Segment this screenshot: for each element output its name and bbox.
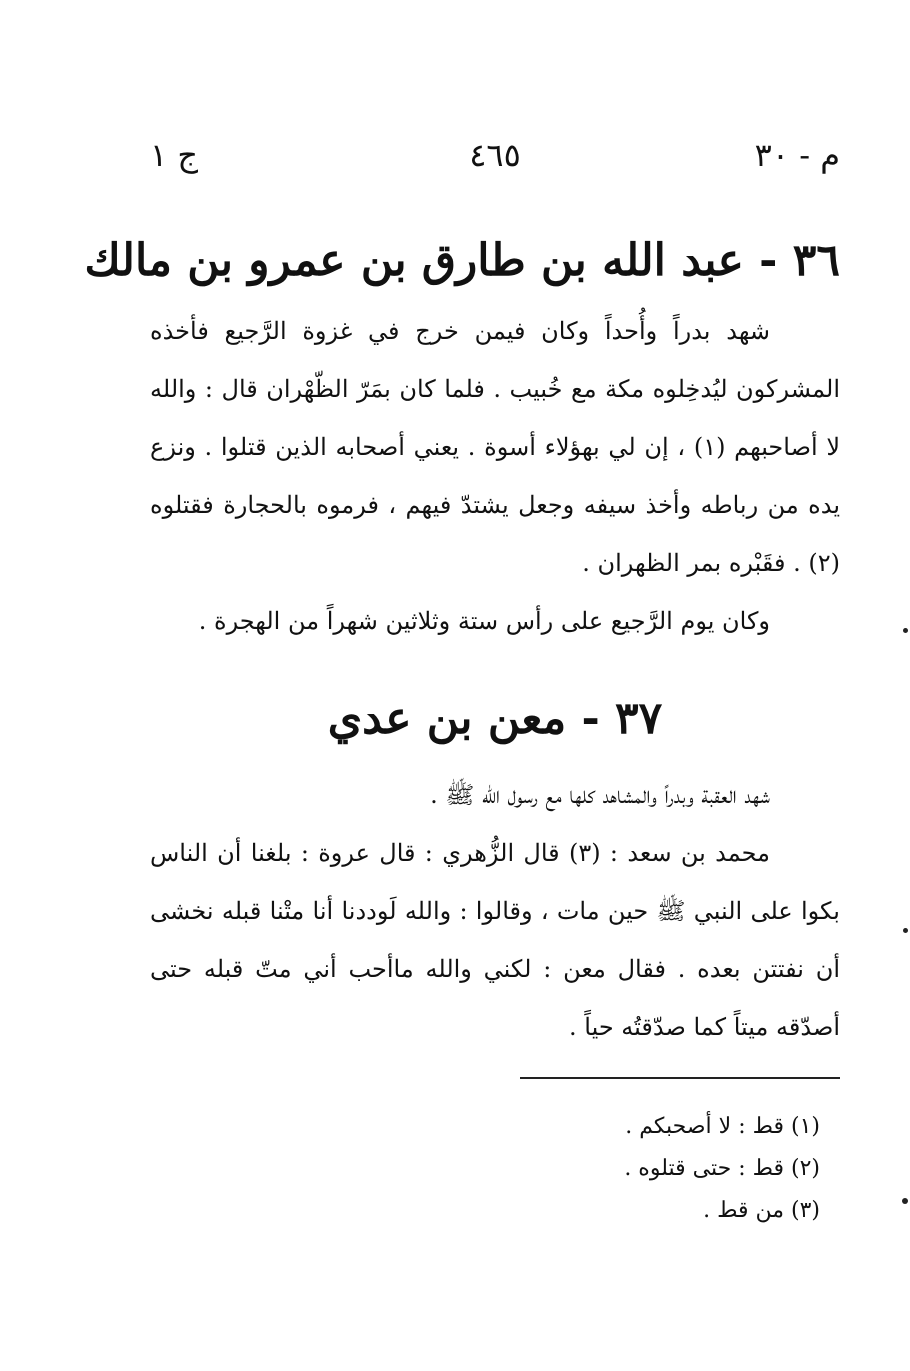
footnote-1: (١) قط : لا أصحبكم . xyxy=(625,1114,820,1139)
page-header xyxy=(150,130,840,180)
scan-speck xyxy=(903,628,908,633)
section-heading-36: ٣٦ - عبد الله بن طارق بن عمرو بن مالك xyxy=(84,235,840,286)
footnote-divider xyxy=(520,1077,840,1079)
footnotes xyxy=(500,1106,820,1232)
footnote-3: (٣) من قط . xyxy=(703,1198,820,1223)
volume-label: ج ١ xyxy=(150,136,199,174)
page-number: ٤٦٥ xyxy=(469,136,521,174)
section-36-body xyxy=(150,302,840,650)
section-heading-37: ٣٧ - معن بن عدي xyxy=(327,693,663,744)
scan-speck xyxy=(903,928,908,933)
section-37-paragraph-2: محمد بن سعد : (٣) قال الزُّهري : قال عروة : بلغنا أن الناس بكوا على النبي ﷺ حين مات ، وقالوا : والله لَوددنا أنا متْنا قبله نخشى أن نفتتن بعده . فقال معن : لكني والله ماأحب أني متّ قبله حتى أصدّقه ميتاً كما صدّقتُه حياً . xyxy=(150,839,840,1041)
section-36-paragraph-2: وكان يوم الرَّجيع على رأس ستة وثلاثين شهراً من الهجرة . xyxy=(198,607,770,635)
section-37-paragraph-1: شهد العقبة وبدراً والمشاهد كلها مع رسول الله ﷺ . xyxy=(430,781,770,809)
section-37-body xyxy=(150,766,840,1056)
section-36-paragraph-1: شهد بدراً وأُحداً وكان فيمن خرج في غزوة الرَّجيع فأخذه المشركون ليُدخِلوه مكة مع خُبيب . فلما كان بمَرّ الظّهْران قال : والله لا أصاحبهم (١) ، إن لي بهؤلاء أسوة . يعني أصحابه الذين قتلوا . ونزع يده من رباطه وأخذ سيفه وجعل يشتدّ فيهم ، فرموه بالحجارة فقتلوه (٢) . فقَبْره بمر الظهران . xyxy=(150,317,841,577)
scan-speck xyxy=(902,1198,908,1204)
signature-mark: م - ٣٠ xyxy=(754,136,840,174)
footnote-2: (٢) قط : حتى قتلوه . xyxy=(624,1156,820,1181)
